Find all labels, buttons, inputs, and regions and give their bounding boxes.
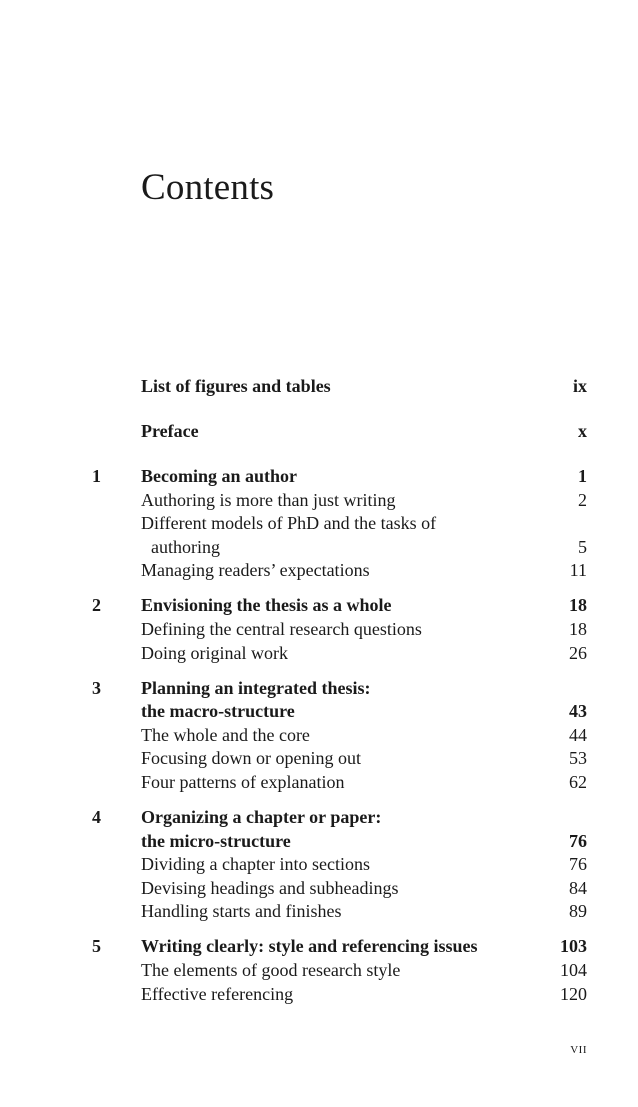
toc-section-entry[interactable] <box>0 746 638 770</box>
page-ref: 26 <box>569 642 587 663</box>
page-ref: 5 <box>578 536 587 557</box>
page-ref: 18 <box>569 595 587 616</box>
toc-section-entry[interactable] <box>0 535 638 559</box>
page-ref: 84 <box>569 877 587 898</box>
toc-section-entry[interactable] <box>0 899 638 923</box>
section-title: Devising headings and subheadings <box>141 877 399 898</box>
toc-section-entry[interactable] <box>0 511 638 535</box>
toc-chapter-entry[interactable] <box>0 805 638 829</box>
toc-section-entry[interactable] <box>0 617 638 641</box>
page-number: VII <box>570 1044 587 1056</box>
chapter-number: 3 <box>92 677 101 698</box>
toc-chapter-entry[interactable] <box>0 934 638 958</box>
toc-section-entry[interactable] <box>0 770 638 794</box>
section-title: Dividing a chapter into sections <box>141 854 370 875</box>
page-ref: 89 <box>569 901 587 922</box>
toc-front-entry[interactable] <box>0 419 638 443</box>
section-title: Handling starts and finishes <box>141 901 342 922</box>
page-ref: 103 <box>560 936 587 957</box>
chapter-title: Organizing a chapter or paper: <box>141 807 382 827</box>
toc-chapter-entry[interactable] <box>0 593 638 617</box>
toc-section-entry[interactable] <box>0 982 638 1006</box>
entry-title: Preface <box>141 421 199 441</box>
page-ref: 11 <box>569 560 587 581</box>
toc-chapter-entry[interactable] <box>0 676 638 700</box>
page-ref: 1 <box>578 466 587 486</box>
page-ref: 18 <box>569 619 587 639</box>
toc-section-entry[interactable] <box>0 958 638 982</box>
chapter-number: 5 <box>92 936 101 957</box>
toc-section-entry[interactable] <box>0 876 638 900</box>
toc-section-entry[interactable] <box>0 558 638 582</box>
section-title: Different models of PhD and the tasks of <box>141 513 437 534</box>
section-title: Defining the central research questions <box>141 619 422 639</box>
toc-chapter-entry[interactable] <box>0 464 638 488</box>
toc-section-entry[interactable] <box>0 641 638 665</box>
page-ref: 76 <box>569 830 587 851</box>
chapter-title: Planning an integrated thesis: <box>141 677 371 698</box>
chapter-title: Writing clearly: style and referencing issues <box>141 936 478 957</box>
toc-section-entry[interactable] <box>0 488 638 512</box>
chapter-title: Becoming an author <box>141 466 298 486</box>
chapter-number: 4 <box>92 807 101 827</box>
page-ref: 104 <box>560 960 587 980</box>
section-title: Focusing down or opening out <box>141 748 361 769</box>
toc-chapter-entry[interactable] <box>0 699 638 723</box>
page-title: Contents <box>141 167 275 208</box>
page-ref: 53 <box>569 748 587 769</box>
entry-title: List of figures and tables <box>141 376 331 396</box>
page-ref: 120 <box>560 983 587 1004</box>
toc-chapter-entry[interactable] <box>0 829 638 853</box>
section-title: Managing readers’ expectations <box>141 560 370 581</box>
toc-front-entry[interactable] <box>0 374 638 398</box>
toc-section-entry[interactable] <box>0 723 638 747</box>
page-ref: ix <box>572 376 587 396</box>
toc-section-entry[interactable] <box>0 852 638 876</box>
chapter-number: 2 <box>92 595 101 616</box>
section-title: authoring <box>151 536 220 557</box>
section-title: Four patterns of explanation <box>141 772 345 792</box>
section-title: Authoring is more than just writing <box>141 489 396 510</box>
page-ref: x <box>578 421 587 441</box>
section-title: Doing original work <box>141 642 288 663</box>
chapter-title: the macro-structure <box>141 701 295 722</box>
section-title: The whole and the core <box>141 724 310 745</box>
chapter-title: the micro-structure <box>141 830 291 851</box>
section-title: Effective referencing <box>141 983 294 1004</box>
page-ref: 44 <box>569 724 587 745</box>
section-title: The elements of good research style <box>141 960 401 980</box>
page-ref: 76 <box>569 854 587 875</box>
page-ref: 2 <box>578 489 587 510</box>
page-ref: 43 <box>569 701 587 722</box>
chapter-title: Envisioning the thesis as a whole <box>141 595 392 616</box>
page-ref: 62 <box>569 772 587 792</box>
chapter-number: 1 <box>92 466 101 486</box>
